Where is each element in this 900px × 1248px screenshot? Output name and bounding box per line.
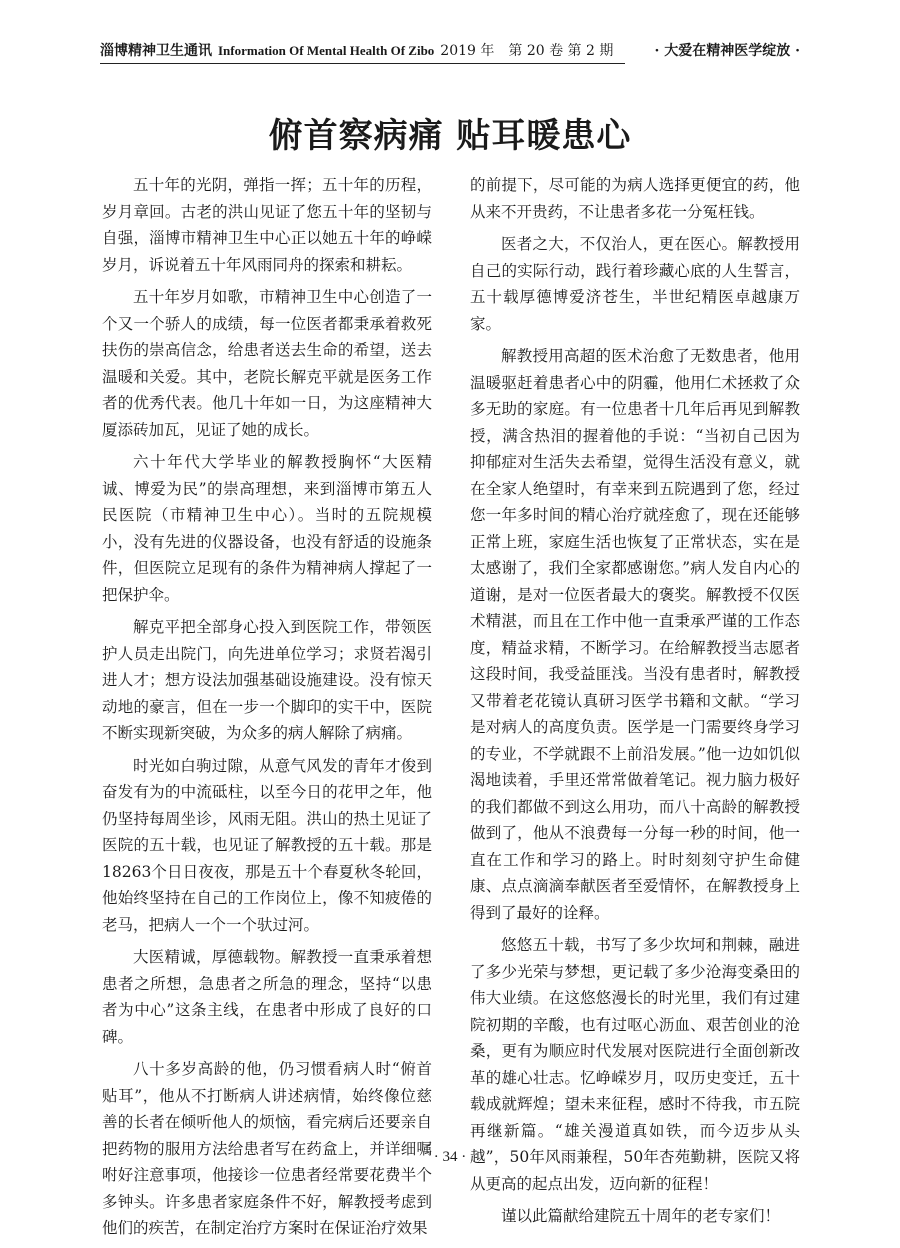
issue-info: 2019 年 第 20 卷 第 2 期 [440,43,614,59]
paragraph: 八十多岁高龄的他，仍习惯看病人时“俯首贴耳”，他从不打断病人讲述病情，始终像位慈善的长者在倾听他人的烦恼，看完病后还要亲自把药物的服用方法给患者写在药盒上，并详细嘱咐好注意事项，他接诊一位患者经常要花费半个多钟头。许多患者家庭条件不好，解教授考虑到他们的疾苦，在制定治疗方案时在保证治疗效果 [102,1060,432,1237]
paragraph: 解教授用高超的医术治愈了无数患者，他用温暖驱赶着患者心中的阴霾，他用仁术拯救了众多无助的家庭。有一位患者十几年后再见到解教授，满含热泪的握着他的手说：“当初自己因为抑郁症对生活失去希望，觉得生活没有意义，就在全家人绝望时，有幸来到五院遇到了您，经过您一年多时间的精心治疗就痊愈了，现在还能够正常上班，家庭生活也恢复了正常状态，实在是太感谢了，我们全家都感谢您。”病人发自内心的道谢，是对一位医者最大的褒奖。解教授不仅医术精湛，而且在工作中他一直秉承严谨的工作态度，精益求精，不断学习。在给解教授当志愿者这段时间，我受益匪浅。当没有患者时，解教授又带着老花镜认真研习医学书籍和文献。“学习是对病人的高度负责。医学是一门需要终身学习的专业，不学就跟不上前沿发展。”他一边如饥似渴地读着，手里还常常做着笔记。视力脑力极好的我们都做不到这么用功，而八十高龄的解教授做到了，他从不浪费每一分每一秒的时间，他一直在工作和学习的路上。时时刻刻守护生命健康、点点滴滴奉献医者至爱情怀，在解教授身上得到了最好的诠释。 [470,347,800,922]
page-number: · 34 · [433,1149,467,1165]
paragraph: 时光如白驹过隙，从意气风发的青年才俊到奋发有为的中流砥柱，以至今日的花甲之年，他仍坚持每周坐诊，风雨无阻。洪山的热土见证了医院的五十载，也见证了解教授的五十载。那是18263个日日夜夜，那是五十个春夏秋冬轮回，他始终坚持在自己的工作岗位上，像不知疲倦的老马，把病人一个一个驮过河。 [102,756,432,934]
journal-title-en: Information Of Mental Health Of Zibo [218,43,435,58]
paragraph: 悠悠五十载，书写了多少坎坷和荆棘，融进了多少光荣与梦想，更记载了多少沧海变桑田的伟大业绩。在这悠悠漫长的时光里，我们有过建院初期的辛酸，也有过呕心沥血、艰苦创业的沧桑，更有为顺应时代发展对医院进行全面创新改革的雄心壮志。忆峥嵘岁月，叹历史变迁，五十载成就辉煌；望未来征程，感时不待我，市五院再继新篇。“雄关漫道真如铁，而今迈步从头越”，50年风雨兼程，50年杏苑勤耕，医院又将从更高的起点出发，迈向新的征程！ [470,936,800,1193]
paragraph-continuation: 的前提下，尽可能的为病人选择更便宜的药，他从来不开贵药，不让患者多花一分冤枉钱。 [470,176,800,221]
paragraph: 五十年的光阴，弹指一挥；五十年的历程，岁月章回。古老的洪山见证了您五十年的坚韧与自强，淄博市精神卫生中心正以她五十年的峥嵘岁月，诉说着五十年风雨同舟的探索和耕耘。 [102,176,432,274]
paragraph: 解克平把全部身心投入到医院工作，带领医护人员走出院门，向先进单位学习；求贤若渴引进人才；想方设法加强基础设施建设。没有惊天动地的豪言，但在一步一个脚印的实干中，医院不断实现新突破，为众多的病人解除了病痛。 [102,618,432,742]
running-header [100,40,800,64]
header-divider [100,63,625,64]
paragraph: 六十年代大学毕业的解教授胸怀“大医精诚、博爱为民”的崇高理想，来到淄博市第五人民医院（市精神卫生中心）。当时的五院规模小，没有先进的仪器设备，也没有舒适的设施条件，但医院立足现有的条件为精神病人撑起了一把保护伞。 [102,453,432,604]
paragraph: 五十年岁月如歌，市精神卫生中心创造了一个又一个骄人的成绩，每一位医者都秉承着救死扶伤的崇高信念，给患者送去生命的希望，送去温暖和关爱。其中，老院长解克平就是医务工作者的优秀代表。他几十年如一日，为这座精神大厦添砖加瓦，见证了她的成长。 [102,288,432,439]
paragraph: 大医精诚，厚德载物。解教授一直秉承着想患者之所想，急患者之所急的理念，坚持“以患者为中心”这条主线，在患者中形成了良好的口碑。 [102,948,432,1046]
journal-title-cn: 淄博精神卫生通讯 [100,43,212,59]
right-column [470,172,800,1236]
paragraph: 医者之大，不仅治人，更在医心。解教授用自己的实际行动，践行着珍藏心底的人生誓言，五十载厚德博爱济苍生，半世纪精医卓越康万家。 [470,235,800,333]
article-title: 俯首察病痛 贴耳暖患心 [268,116,632,156]
left-column [102,172,432,1248]
header-journal-info [100,40,613,60]
header-slogan: · 大爱在精神医学绽放 · [654,43,800,59]
dedication: 谨以此篇献给建院五十周年的老专家们！ [501,1207,781,1225]
